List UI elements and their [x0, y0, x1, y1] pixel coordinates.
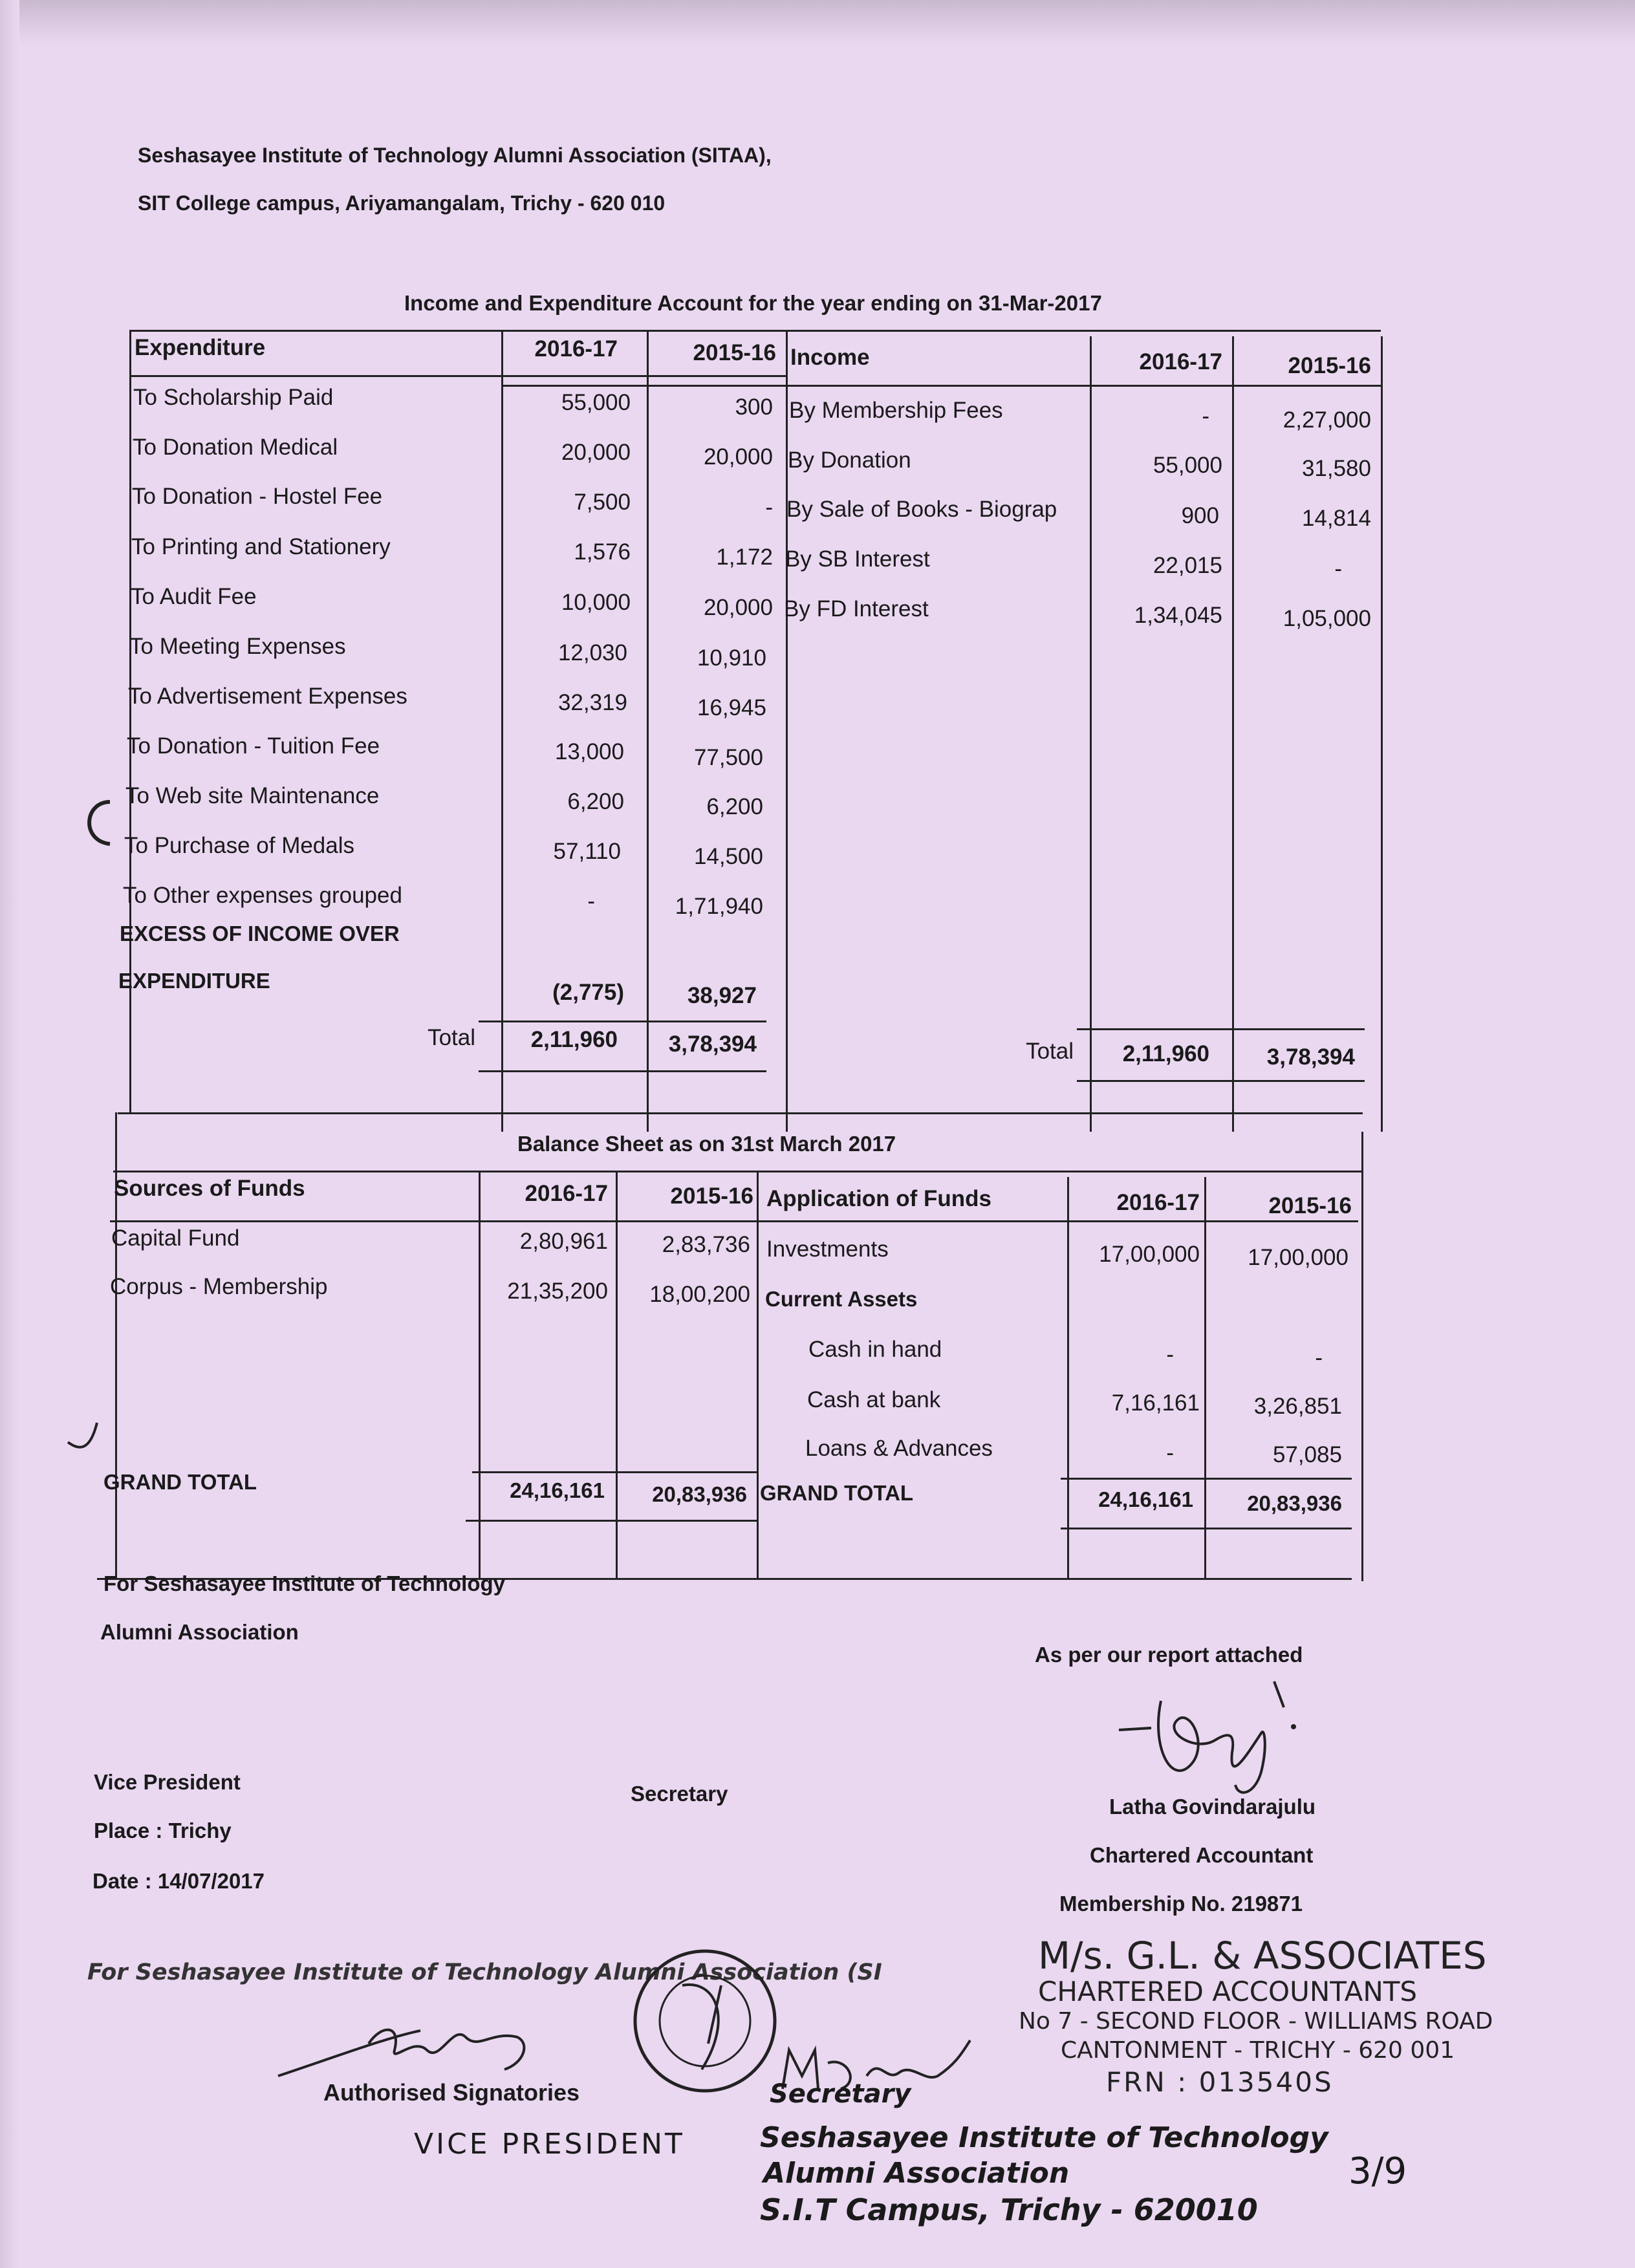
date-label: Date : 14/07/2017: [92, 1869, 265, 1893]
inc-row-y2: 31,580: [1301, 456, 1371, 481]
institute-stamp-line-1: Seshasayee Institute of Technology: [760, 2121, 1328, 2154]
src-row-y1: 2,80,961: [519, 1229, 608, 1254]
punch-mark-2: [61, 1420, 113, 1471]
exp-row-label: To Scholarship Paid: [133, 385, 334, 410]
firm-line-3: No 7 - SECOND FLOOR - WILLIAMS ROAD: [1019, 2008, 1493, 2035]
inc-row-y2: 2,27,000: [1283, 407, 1371, 433]
app-row-label: Investments: [766, 1237, 889, 1262]
inc-row-label: By Donation: [788, 448, 911, 473]
place-label: Place : Trichy: [94, 1819, 232, 1842]
exp-row-y1: 57,110: [553, 839, 621, 864]
exp-row-label: To Meeting Expenses: [129, 634, 346, 659]
inc-row-y1: -: [1202, 404, 1209, 429]
exp-row-label: To Printing and Stationery: [131, 534, 391, 559]
exp-row-label: To Donation - Tuition Fee: [127, 733, 380, 759]
exp-total-label: Total: [428, 1025, 475, 1050]
app-row-y1: 7,16,161: [1111, 1390, 1200, 1416]
exp-total-y2: 3,78,394: [668, 1031, 757, 1057]
exp-row-y2: 6,200: [706, 794, 763, 819]
app-row-y1: -: [1166, 1342, 1174, 1367]
exp-row-y2: 20,000: [703, 595, 773, 620]
app-row-y1: 17,00,000: [1099, 1242, 1200, 1267]
scan-shadow-left: [0, 0, 19, 2268]
bs-grand-total-right-y2: 20,83,936: [1247, 1491, 1342, 1515]
exp-row-y2: 1,71,940: [675, 894, 763, 919]
exp-row-label: To Other expenses grouped: [123, 883, 402, 908]
inc-col-y2: 2015-16: [1288, 353, 1371, 378]
exp-row-label: To Donation Medical: [133, 435, 338, 460]
excess-y1: (2,775): [552, 980, 624, 1005]
punch-mark-1: [71, 795, 123, 854]
src-row-y2: 18,00,200: [649, 1282, 750, 1307]
inc-row-y1: 1,34,045: [1134, 603, 1222, 628]
exp-row-label: To Purchase of Medals: [124, 833, 355, 858]
exp-row-y1: 10,000: [561, 590, 631, 615]
app-row-label: Current Assets: [765, 1287, 918, 1311]
exp-row-label: To Donation - Hostel Fee: [132, 484, 383, 509]
src-col-y2: 2015-16: [670, 1183, 753, 1209]
scan-shadow-top: [0, 0, 1635, 45]
secretary-label: Secretary: [631, 1782, 728, 1806]
excess-label-1: EXCESS OF INCOME OVER: [120, 922, 400, 945]
firm-line-4: CANTONMENT - TRICHY - 620 001: [1061, 2037, 1455, 2064]
exp-row-y1: -: [587, 889, 595, 914]
exp-total-y1: 2,11,960: [530, 1027, 618, 1052]
exp-row-y1: 55,000: [561, 390, 631, 415]
sources-header: Sources of Funds: [114, 1176, 305, 1201]
app-row-label: Cash in hand: [808, 1337, 942, 1362]
exp-row-y1: 7,500: [574, 490, 631, 515]
inc-total-label: Total: [1026, 1039, 1074, 1064]
bs-grand-total-left-y2: 20,83,936: [652, 1482, 747, 1506]
src-col-y1: 2016-17: [525, 1181, 608, 1206]
src-row-y2: 2,83,736: [662, 1232, 750, 1257]
exp-row-y1: 32,319: [558, 690, 627, 715]
for-line-2: Alumni Association: [100, 1620, 299, 1644]
exp-row-y1: 1,576: [574, 539, 631, 565]
page-number: 3/9: [1348, 2150, 1407, 2192]
src-row-label: Capital Fund: [111, 1226, 240, 1251]
institute-stamp-line-3: S.I.T Campus, Trichy - 620010: [760, 2192, 1258, 2227]
report-attached: As per our report attached: [1035, 1643, 1303, 1667]
ca-signature: [1099, 1656, 1332, 1804]
round-seal: [631, 1947, 779, 2095]
src-row-label: Corpus - Membership: [110, 1274, 328, 1299]
app-col-y2: 2015-16: [1268, 1193, 1352, 1218]
bs-grand-total-label-left: GRAND TOTAL: [103, 1470, 257, 1494]
expenditure-header: Expenditure: [135, 335, 266, 360]
exp-row-y2: 20,000: [703, 444, 773, 470]
bs-title: Balance Sheet as on 31st March 2017: [517, 1132, 896, 1156]
src-row-y1: 21,35,200: [507, 1279, 608, 1304]
exp-row-y2: 14,500: [693, 844, 763, 869]
inc-row-label: By Membership Fees: [789, 398, 1003, 423]
application-header: Application of Funds: [766, 1186, 992, 1211]
inc-row-y1: 22,015: [1153, 553, 1222, 578]
exp-row-y1: 6,200: [567, 789, 624, 814]
bs-grand-total-left-y1: 24,16,161: [510, 1478, 605, 1502]
vice-president-label: Vice President: [94, 1770, 241, 1794]
exp-row-y2: 300: [735, 394, 773, 420]
bs-grand-total-label-right: GRAND TOTAL: [760, 1481, 914, 1505]
inc-row-y1: 55,000: [1153, 453, 1222, 478]
app-row-y1: -: [1166, 1440, 1174, 1465]
app-col-y1: 2016-17: [1116, 1190, 1200, 1215]
for-line-1: For Seshasayee Institute of Technology: [103, 1571, 506, 1595]
inc-total-y2: 3,78,394: [1266, 1044, 1355, 1070]
exp-row-y1: 12,030: [558, 640, 627, 665]
inc-row-y2: 1,05,000: [1283, 606, 1371, 631]
exp-row-label: To Advertisement Expenses: [128, 684, 407, 709]
vp-signature: [272, 2011, 563, 2089]
exp-row-label: To Audit Fee: [131, 584, 257, 609]
exp-row-y1: 20,000: [561, 440, 631, 465]
excess-label-2: EXPENDITURE: [118, 969, 270, 993]
firm-frn: FRN : 013540S: [1106, 2066, 1334, 2098]
ca-name: Latha Govindarajulu: [1109, 1795, 1316, 1819]
exp-col-y2: 2015-16: [693, 340, 776, 365]
ca-membership: Membership No. 219871: [1059, 1892, 1303, 1916]
app-row-y2: 3,26,851: [1253, 1394, 1342, 1419]
ie-title: Income and Expenditure Account for the year ending on 31-Mar-2017: [404, 291, 1102, 315]
app-row-label: Loans & Advances: [805, 1436, 993, 1461]
firm-name: M/s. G.L. & ASSOCIATES: [1038, 1934, 1487, 1978]
institute-stamp-line-2: Alumni Association: [763, 2157, 1070, 2190]
inc-total-y1: 2,11,960: [1122, 1041, 1209, 1066]
inc-row-label: By SB Interest: [785, 546, 930, 572]
bs-grand-total-right-y1: 24,16,161: [1098, 1487, 1193, 1511]
app-row-label: Cash at bank: [807, 1387, 941, 1412]
app-row-y2: 57,085: [1272, 1442, 1342, 1467]
authorised-signatories: Authorised Signatories: [323, 2079, 580, 2106]
excess-y2: 38,927: [687, 983, 757, 1008]
inc-col-y1: 2016-17: [1139, 349, 1222, 374]
exp-row-y2: 16,945: [697, 695, 766, 720]
exp-col-y1: 2016-17: [534, 336, 618, 362]
inc-row-y2: 14,814: [1301, 506, 1371, 531]
exp-row-y2: -: [765, 495, 773, 520]
exp-row-y2: 10,910: [697, 645, 766, 671]
org-address: SIT College campus, Ariyamangalam, Trichy - 620 010: [138, 191, 666, 215]
inc-row-y1: 900: [1181, 503, 1219, 528]
org-name: Seshasayee Institute of Technology Alumni Association (SITAA),: [138, 144, 772, 167]
firm-line-2: CHARTERED ACCOUNTANTS: [1038, 1976, 1418, 2007]
inc-row-y2: -: [1334, 556, 1342, 581]
app-row-y2: -: [1315, 1345, 1323, 1370]
inc-row-label: By FD Interest: [784, 596, 929, 621]
income-header: Income: [790, 345, 870, 370]
secretary-stamp: Secretary: [770, 2079, 911, 2109]
app-row-y2: 17,00,000: [1248, 1245, 1348, 1270]
handwritten-vice-president: VICE PRESIDENT: [414, 2128, 685, 2161]
exp-row-y2: 77,500: [693, 745, 763, 770]
for-institute-stamp: For Seshasayee Institute of Technology Alumni Association (SI: [87, 1960, 882, 1985]
exp-row-y2: 1,172: [716, 545, 773, 570]
exp-row-label: To Web site Maintenance: [125, 783, 380, 808]
exp-row-y1: 13,000: [554, 739, 624, 764]
ca-title: Chartered Accountant: [1090, 1843, 1314, 1867]
inc-row-label: By Sale of Books - Biograp: [786, 497, 1057, 522]
